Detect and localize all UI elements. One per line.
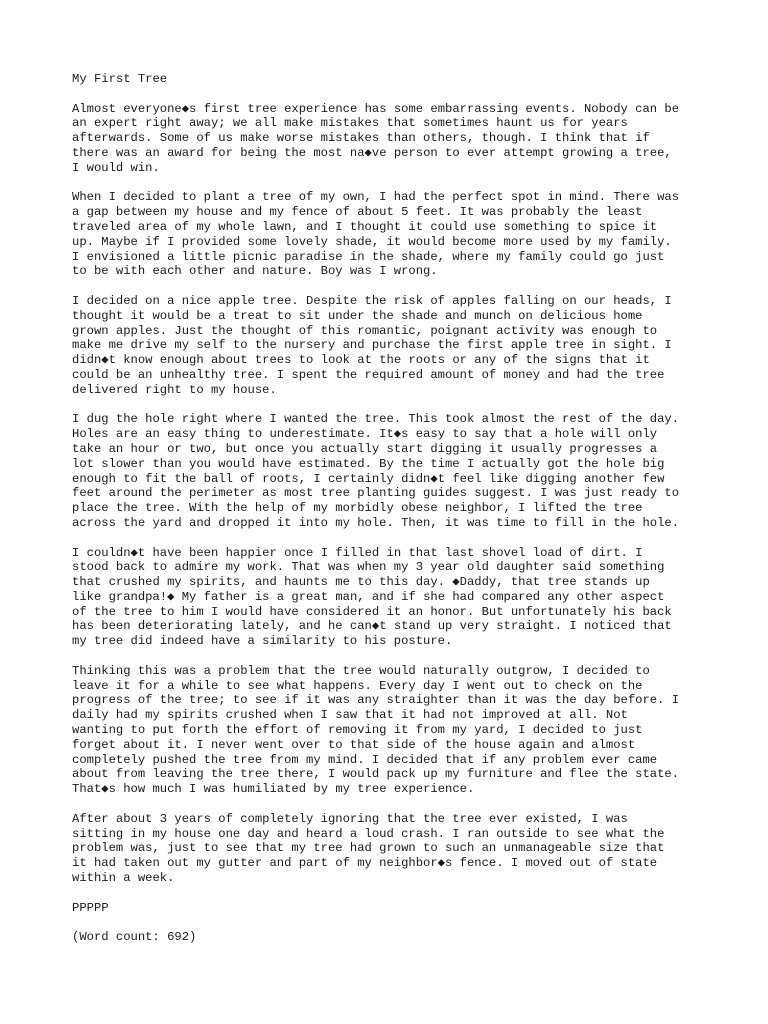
text-line: I decided on a nice apple tree. Despite the risk of apples falling on our heads, I <box>72 293 672 308</box>
text-line: it had taken out my gutter and part of my neighbor◆s fence. I moved out of state <box>72 856 658 871</box>
text-line: forget about it. I never went over to that side of the house again and almost <box>72 737 636 752</box>
text-line: Holes are an easy thing to underestimate. It◆s easy to say that a hole will only <box>72 427 658 442</box>
text-line: across the yard and dropped it into my hole. Then, it was time to fill in the hole. <box>72 515 680 530</box>
text-line: afterwards. Some of us make worse mistakes than others, though. I think that if <box>72 131 650 146</box>
text-line: stood back to admire my work. That was when my 3 year old daughter said something <box>72 560 665 575</box>
document-page <box>72 72 712 960</box>
text-line: wanting to put forth the effort of removing it from my yard, I decided to just <box>72 723 643 738</box>
text-line: (Word count: 692) <box>72 930 197 945</box>
text-line: grown apples. Just the thought of this romantic, poignant activity was enough to <box>72 323 658 338</box>
text-line: within a week. <box>72 871 175 886</box>
text-line: completely pushed the tree from my mind. I decided that if any problem ever came <box>72 752 658 767</box>
text-line: like grandpa!◆ My father is a great man, and if she had compared any other aspect <box>72 589 665 604</box>
text-line: place the tree. With the help of my morbidly obese neighbor, I lifted the tree <box>72 501 643 516</box>
text-line: there was an award for being the most na◆ve person to ever attempt growing a tree, <box>72 145 672 160</box>
document-title: My First Tree <box>72 72 168 86</box>
text-line: daily had my spirits crushed when I saw that it had not improved at all. Not <box>72 708 628 723</box>
text-line: leave it for a while to see what happens. Every day I went out to check on the <box>72 678 643 693</box>
text-line: enough to fit the ball of roots, I certainly didn◆t feel like digging another few <box>72 471 665 486</box>
text-line: delivered right to my house. <box>72 382 277 397</box>
text-line: make me drive my self to the nursery and purchase the first apple tree in sight. I <box>72 338 672 353</box>
text-line: to be with each other and nature. Boy was I wrong. <box>72 264 438 279</box>
text-line: has been deteriorating lately, and he can◆t stand up very straight. I noticed that <box>72 619 672 634</box>
paragraph-1 <box>72 102 712 176</box>
text-line: lot slower than you would have estimated. By the time I actually got the hole big <box>72 456 665 471</box>
text-line: I would win. <box>72 160 160 175</box>
text-line: Thinking this was a problem that the tree would naturally outgrow, I decided to <box>72 663 650 678</box>
text-line: I envisioned a little picnic paradise in the shade, where my family could go just <box>72 249 665 264</box>
paragraph-4 <box>72 412 712 530</box>
text-line: up. Maybe if I provided some lovely shade, it would become more used by my family. <box>72 234 672 249</box>
text-line: feet around the perimeter as most tree planting guides suggest. I was just ready to <box>72 486 680 501</box>
text-line: That◆s how much I was humiliated by my tree experience. <box>72 782 475 797</box>
paragraph-6 <box>72 664 712 797</box>
text-line: sitting in my house one day and heard a loud crash. I ran outside to see what the <box>72 826 665 841</box>
text-line: After about 3 years of completely ignoring that the tree ever existed, I was <box>72 811 628 826</box>
text-line: Almost everyone◆s first tree experience has some embarrassing events. Nobody can be <box>72 101 680 116</box>
text-line: about from leaving the tree there, I would pack up my furniture and flee the state. <box>72 767 680 782</box>
text-line: When I decided to plant a tree of my own, I had the perfect spot in mind. There was <box>72 190 680 205</box>
word-count <box>72 930 712 945</box>
text-line: a gap between my house and my fence of about 5 feet. It was probably the least <box>72 205 643 220</box>
text-line: I dug the hole right where I wanted the tree. This took almost the rest of the day. <box>72 412 680 427</box>
text-line: progress of the tree; to see if it was any straighter than it was the day before. I <box>72 693 680 708</box>
text-line: that crushed my spirits, and haunts me to this day. ◆Daddy, that tree stands up <box>72 575 650 590</box>
text-line: PPPPP <box>72 900 109 915</box>
text-line: didn◆t know enough about trees to look at the roots or any of the signs that it <box>72 353 650 368</box>
paragraph-separator <box>72 901 712 916</box>
text-line: of the tree to him I would have considered it an honor. But unfortunately his back <box>72 604 672 619</box>
text-line: traveled area of my whole lawn, and I thought it could use something to spice it <box>72 219 658 234</box>
paragraph-2 <box>72 190 712 279</box>
text-line: problem was, just to see that my tree had grown to such an unmanageable size that <box>72 841 665 856</box>
text-line: take an hour or two, but once you actually start digging it usually progresses a <box>72 441 658 456</box>
paragraph-5 <box>72 546 712 650</box>
text-line: my tree did indeed have a similarity to his posture. <box>72 634 453 649</box>
text-line: thought it would be a treat to sit under the shade and munch on delicious home <box>72 308 643 323</box>
text-line: an expert right away; we all make mistakes that sometimes haunt us for years <box>72 116 628 131</box>
text-line: I couldn◆t have been happier once I filled in that last shovel load of dirt. I <box>72 545 643 560</box>
paragraph-3 <box>72 294 712 398</box>
paragraph-7 <box>72 812 712 886</box>
text-line: could be an unhealthy tree. I spent the required amount of money and had the tree <box>72 367 665 382</box>
